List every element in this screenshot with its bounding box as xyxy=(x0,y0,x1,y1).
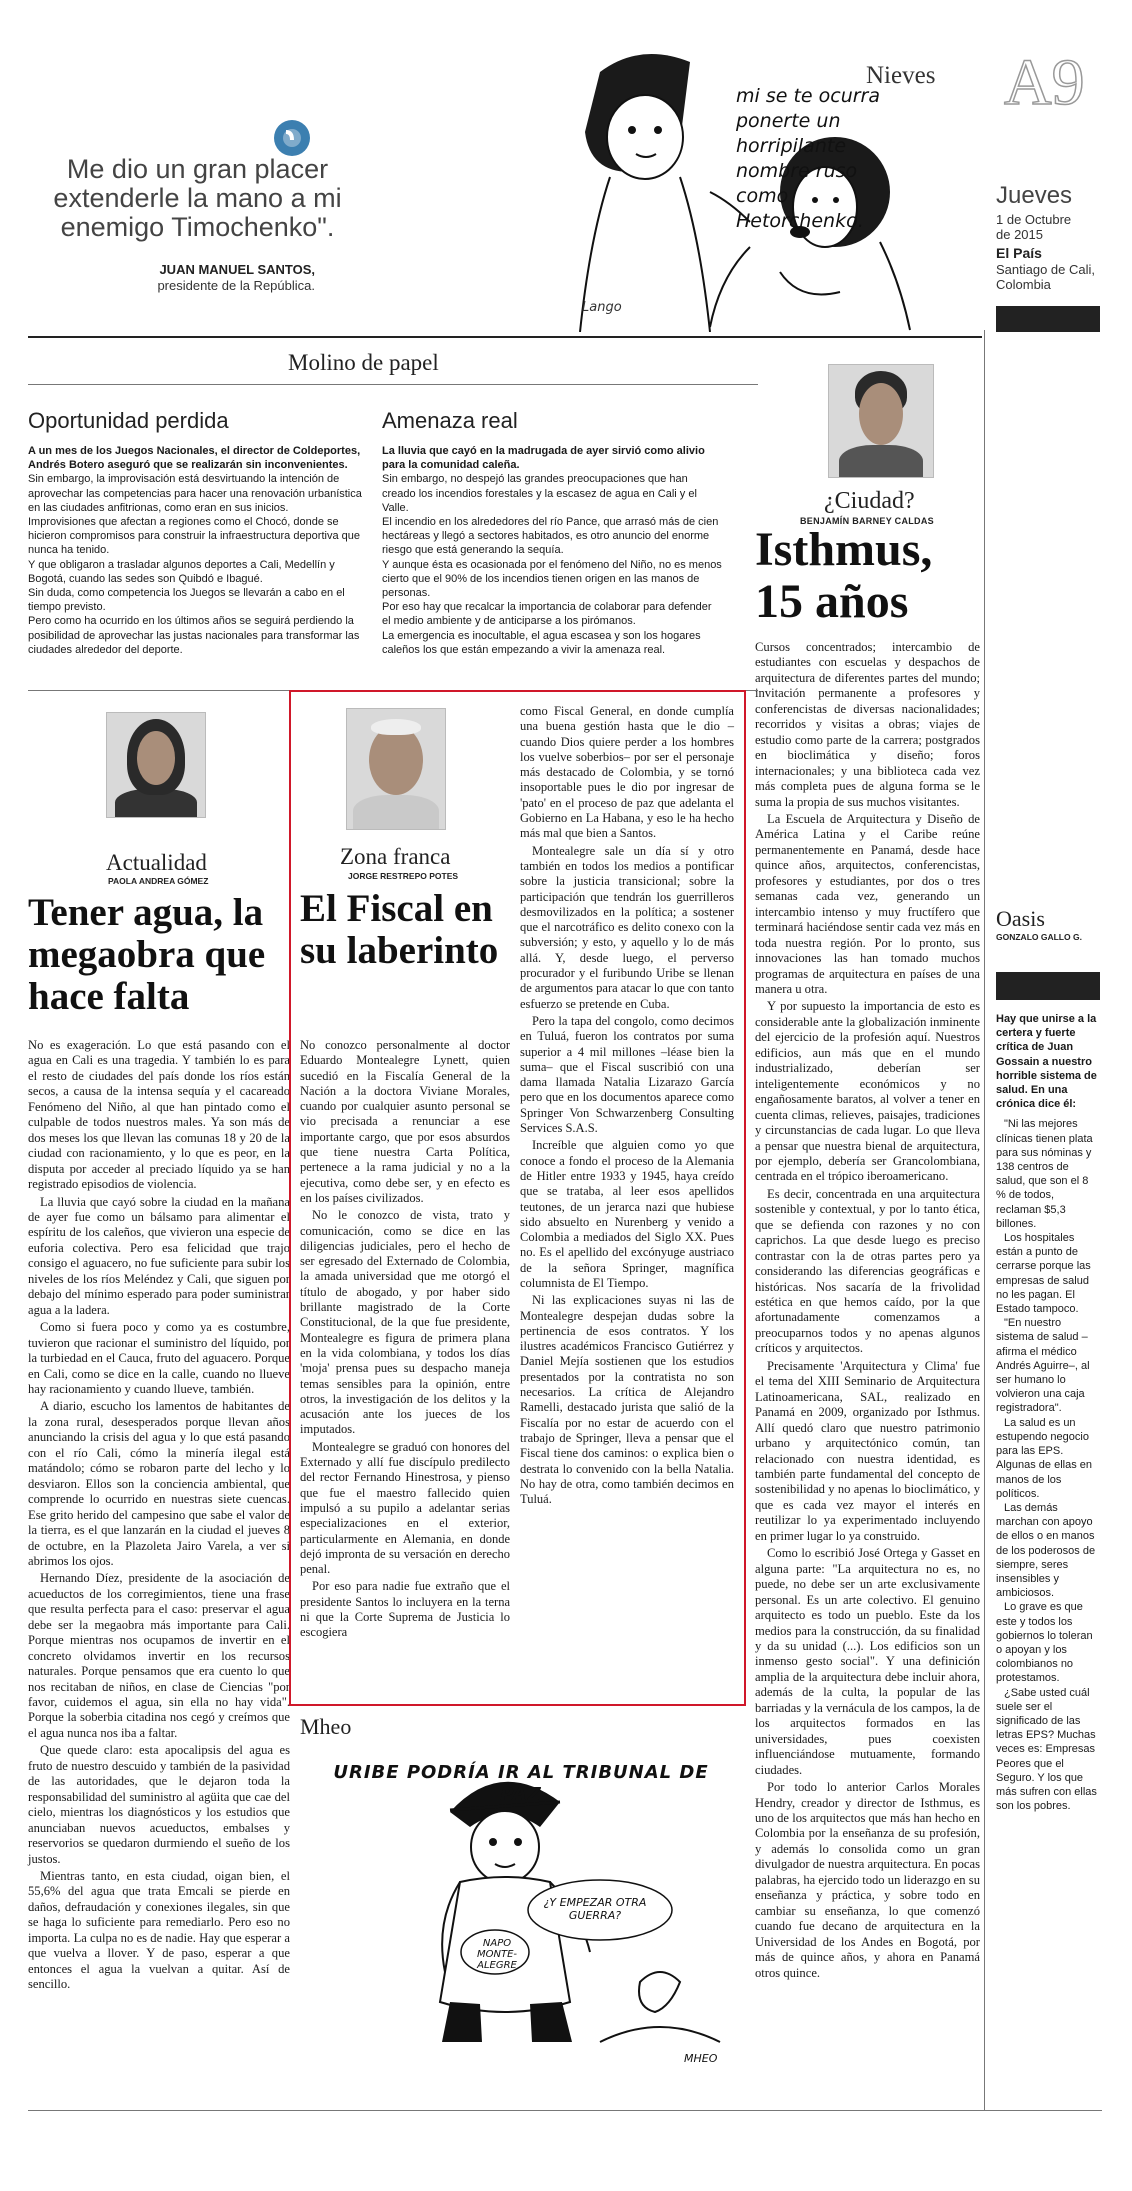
ciudad-p6: Por todo lo anterior Carlos Morales Hendry, creador y director de Isthmus, es uno de los arquitectos que más han hecho en Colombia por la enseñanza de su profesión, y además lo consolida como un gran divulgador de nuestra arquitectura. En pocas palabras, ha ejercido todo un liderazgo en su enseñanza y práctica, y sobre todo en cambiar su enseñanza, lo que comenzó cuando fue decano de arquitectura en la Universidad de los Andes en Bogotá, por más de quince años, y ahora en Panamá otros quince. xyxy=(755,1780,980,1980)
actualidad-column-name: Actualidad xyxy=(106,850,207,875)
molino-left-p1: Improvisiones que afectan a regiones como el Chocó, donde se hicieron compromisos para construir la infraestructura deportiva que nunca ha tenido. xyxy=(28,516,360,557)
zona-col1-p3: Por eso para nadie fue extraño que el presidente Santos lo incluyera en la terna ni que la Corte Suprema de Justicia lo escogiera xyxy=(300,1579,510,1640)
actualidad-p6: Mientras tanto, en esta ciudad, oigan bien, el 55,6% del agua que trata Emcali se pierde en daños, defraudación y conexiones ilegales, sin que se haga lo suficiente para remediarlo. Pero eso no importa. La culpa no es de nadie. Hay que esperar a que vuelva a llover. Y de paso, esperar a que entonces el agua la vuelvan a quitar. Así de sencillo. xyxy=(28,1869,290,1992)
molino-left-p2: Y que obligaron a trasladar algunos deportes a Cali, Medellín y Bogotá, cuando las sedes son Quibdó e Ibagué. xyxy=(28,558,335,585)
oasis-p0: "Ni las mejores clínicas tienen plata para sus nóminas y 138 centros de salud, que son el 8 % de todos, reclaman $5,3 billones. xyxy=(996,1118,1093,1230)
oasis-black-bar xyxy=(996,972,1100,1000)
col-divider-1 xyxy=(984,330,985,2110)
mheo-signature: MHEO xyxy=(684,2052,718,2065)
actualidad-p3: A diario, escucho los lamentos de habitantes de la zona rural, desesperados porque llevan años anunciando la crisis del agua y lo que está pasando con el río Cali, cómo la minería ilegal está matándolo; cómo se robaron parte del lecho y lo desviaron. Ellos son la conciencia ambiental, que comprende lo ocurrido en nuestras siete cuencas. Ese grito herido del campesino que sabe el valor de la tierra, es el que lanzarán en la ciudad el jueves 8 de octubre, en la Plazoleta Jairo Varela, a ver si abrimos los ojos. xyxy=(28,1399,290,1568)
place-label: Santiago de Cali, Colombia xyxy=(996,262,1096,292)
mheo-column-name: Mheo xyxy=(300,1714,352,1739)
oasis-column-name: Oasis xyxy=(996,906,1045,931)
actualidad-p0: No es exageración. Lo que está pasando con el agua en Cali es una tragedia. Y también lo es para el resto de ciudades del país donde los ríos están secos, a causa de la intensa sequía y el cacareado Fenómeno del Niño, al que han pintado como el culpable de todos nuestros males. Ya son más de dos meses los que llevan las comunas 18 y 20 de la ciudad con racionamiento, y lo que es peor, en la disputa por acceder al preciado líquido ya se han registrado episodios de violencia. xyxy=(28,1038,290,1192)
ciudad-p2: Y por supuesto la importancia de esto es considerable ante la globalización inminente del ejercicio de la profesión aquí. Nuestros edificios, aun más que en el mundo industrializado, deberían ser inteligentemente económicos y no engañosamente baratos, al volver a tener en cuenta climas, relieves, paisajes, tradiciones y circunstancias de cada lugar. Lo que lleva a pensar que nuestra bienal de arquitectura, por ejemplo, debería ser Grancolombiana, centrada en el trópico iberoamericano. xyxy=(755,999,980,1184)
actualidad-title: Tener agua, la megaobra que hace falta xyxy=(28,891,266,1018)
molino-right-lead: La lluvia que cayó en la madrugada de ayer sirvió como alivio para la comunidad caleña. xyxy=(382,445,705,472)
quote-role: presidente de la República. xyxy=(157,278,315,293)
ciudad-title-2: 15 años xyxy=(755,575,909,628)
zona-author: JORGE RESTREPO POTES xyxy=(348,871,459,881)
actualidad-p2: Como si fuera poco y como ya es costumbre, tuvieron que racionar el suministro del líquido, por la turbiedad en el Cauca, fruto del aguacero. Porque en Cali, como se dice en la calle, cuando no llueve hay racionamiento y cuando llueve, también. xyxy=(28,1320,290,1396)
molino-header: Molino de papel xyxy=(288,350,439,375)
date-label: 1 de Octubre de 2015 xyxy=(996,212,1072,242)
top-divider xyxy=(28,336,982,338)
ciudad-p5: Como lo escribió José Ortega y Gasset en alguna parte: "La arquitectura no es, no puede, no debe ser un arte exclusivamente personal. Es un arte colectivo. El genuino arquitecto es todo un pueblo. Este da los medios para la construcción, da su finalidad y da su unidad (...). Los edificios son un inmenso gesto social". Y una definición amplia de la arquitectura debe incluir ahora, además de la culta, la popular de las barriadas y la vernácula de los campos, la de los arquitectos formados en las universidades, pues coexisten influenciándose mutuamente, formando ciudades. xyxy=(755,1546,980,1777)
molino-left-p4: Pero como ha ocurrido en los últimos años se seguirá perdiendo la posibilidad de aprovechar las justas nacionales para transformar las ciudades alrededor del deporte. xyxy=(28,615,360,656)
ciudad-p3: Es decir, concentrada en una arquitectura sostenible y contextual, y por lo tanto ética, que se defienda con razones y no con caprichos. La que desde luego es preciso contrastar con la de otras partes pero ya considerando las diferencias geográficas e históricas. Nos sacaría de la frivolidad estética en que hemos caído, por la que afortunadamente comenzamos a preocuparnos todos y no apenas algunos críticos y arquitectos. xyxy=(755,1186,980,1356)
bottom-divider xyxy=(28,2110,1102,2111)
molino-left-body xyxy=(28,444,368,657)
actualidad-p5: Que quede claro: esta apocalipsis del agua es fruto de nuestro descuido y también de la pasividad de las autoridades, que le dejaron toda la responsabilidad del suministro al agüita que cae del cielo, mientras los diagnósticos y los estudios que anunciaban nuevos acueductos, embalses y reservorios se quedaron durmiendo el sueño de los justos. xyxy=(28,1743,290,1866)
actualidad-p1: La lluvia que cayó sobre la ciudad en la mañana de ayer fue como un bálsamo para alimentar el espíritu de los caleños, que vivieron una especie de euforia colectiva. Pero esa felicidad que trajo consigo el aguacero, no fue suficiente para subir los niveles de los ríos Meléndez y Cali, que siguen por debajo del mínimo esperado para poder suministrar agua a la ladera. xyxy=(28,1194,290,1317)
molino-right-p2: Y aunque ésta es ocasionada por el fenómeno del Niño, no es menos cierto que el 90% de los incendios tienen origen en las manos de personas. xyxy=(382,558,722,600)
zona-col1-body xyxy=(300,1038,510,1643)
molino-right-p1: El incendio en los alrededores del río Pance, que arrasó más de cien hectáreas y llegó a sectores habitados, es otro anuncio del enorme riesgo que está generando la sequía. xyxy=(382,516,719,557)
zona-col1-p2: Montealegre se graduó con honores del Externado y allí fue discípulo predilecto del rector Fernando Hinestrosa, y pienso que fue el maestro fallecido quien impulsó a su pupilo a adelantar serias especializaciones en el exterior, particularmente en Alemania, en donde dejó impronta de su versación en derecho penal. xyxy=(300,1439,510,1577)
ciudad-author: BENJAMÍN BARNEY CALDAS xyxy=(800,516,934,526)
quote-author: JUAN MANUEL SANTOS, xyxy=(159,262,315,277)
molino-right-title: Amenaza real xyxy=(382,408,518,433)
zona-col1-p0: No conozco personalmente al doctor Eduardo Montealegre Lynett, quien sucedió en la Fiscalía General de la Nación a la doctora Viviane Morales, cuando por cualquier asunto personal se vio precisada a renunciar a ese importante cargo, que por esos absurdos que tiene nuestra Carta Política, pertenece a la rama judicial y no a la ejecutiva, como debe ser, y en efecto es en los países civilizados. xyxy=(300,1038,510,1205)
section-name: Nieves xyxy=(866,62,936,89)
ciudad-column-name: ¿Ciudad? xyxy=(824,488,915,514)
masthead-black-bar xyxy=(996,306,1100,332)
zona-col2-p2: Pero la tapa del congolo, como decimos en Tuluá, fueron los contratos por suma superior a 4 mil millones –léase bien la suma– que el Fiscal suscribió con una dama llamada Natalia Lizarazo García pero que en los documentos aparece como Springer Von Schwarzenberg Consulting Services S.A.S. xyxy=(520,1013,734,1136)
mheo-hat-label: NAPO MONTE-ALEGRE xyxy=(476,1938,517,1971)
molino-left-p3: Sin duda, como competencia los Juegos se llevarán a cabo en el tiempo previsto. xyxy=(28,587,345,614)
restrepo-portrait xyxy=(346,708,446,830)
oasis-p6: ¿Sabe usted cuál suele ser el significado de las letras EPS? Muchas veces es: Empresas Peores que el Seguro. Y los que más sufren con ellas son los pobres. xyxy=(996,1686,1097,1813)
molino-underline xyxy=(28,384,758,385)
quote-text: Me dio un gran placer extenderle la mano a mi enemigo Timochenko". xyxy=(53,154,342,242)
paper-name: El País xyxy=(996,245,1042,261)
ciudad-p1: La Escuela de Arquitectura y Diseño de América Latina y el Caribe reúne permanentemente en Panamá, desde hace quince años, arquitectos, conferencistas, profesores y estudiantes, por dos o tres semanas cada vez, generando un intercambio intenso y muy fructífero que terminará haciéndose sentir cada vez más en toda nuestra región. Por lo pronto, sus innovaciones las han tomado muchos programas de arquitectura en países de una manera u otra. xyxy=(755,811,980,996)
zona-col2-p1: Montealegre sale un día sí y otro también en todos los medios a pontificar sobre la justicia transicional; sobre la participación que tendrán los guerrilleros desmovilizados en la política; a sostener que el narcotráfico es delito conexo con la subversión; y esto, y aquello y lo de más allá. Y, desde luego, el perverso procurador y el furibundo Uribe se llenan de argumentos para atacar lo que con tanto esfuerzo se pretende en Cuba. xyxy=(520,843,734,1011)
gomez-portrait xyxy=(106,712,206,818)
day-label: Jueves xyxy=(996,182,1073,209)
zona-col1-p1: No le conozco de vista, trato y comunicación, como se dice en las diligencias judiciales, pero el hecho de ser egresado del Externado de Colombia, la amada universidad que me otorgó el título de abogado, y por haber sido brillante magistrado de la Corte Constitucional, de la que fue presidente, Montealegre es figura de primera plana en la vida colombiana, y todos los días 'moja' prensa pues su despacho maneja temas sensibles para la opinión, entre otros, la investigación de los delitos y la acusación ante los jueces de los imputados. xyxy=(300,1208,510,1437)
molino-right-p0: Sin embargo, no despejó las grandes preocupaciones que han creado los incendios forestales y la escasez de agua en Cali y el Valle. xyxy=(382,473,697,514)
cartoon-signature: Lango xyxy=(582,300,622,315)
oasis-author: GONZALO GALLO G. xyxy=(996,932,1082,942)
oasis-p2: "En nuestro sistema de salud –afirma el médico Andrés Aguirre–, al ser humano lo volvieron una caja registradora". xyxy=(996,1317,1090,1415)
molino-right-p3: Por eso hay que recalcar la importancia de colaborar para defender el medio ambiente y de anticiparse a los pirómanos. xyxy=(382,601,712,628)
zona-col2-p0: como Fiscal General, en donde cumplía una buena gestión hasta que le dio –cuando Dios quiere perder a los hombres los vuelve soberbios– por ser el personaje más destacado de Colombia, y se tornó insoportable pues le dio por ingresar de 'pato' en el proceso de paz que adelanta el Gobierno en La Habana, y eso le ha hecho más mal que bien a Santos. xyxy=(520,704,734,841)
molino-left-p0: Sin embargo, la improvisación está desvirtuando la intención de aprovechar las competencias para hacer una renovación urbanística en las ciudades anfitrionas, como eran en sus inicios. xyxy=(28,473,362,514)
ciudad-body xyxy=(755,640,980,1983)
mheo-speech: ¿Y EMPEZAR OTRA GUERRA? xyxy=(543,1896,647,1922)
molino-left-title: Oportunidad perdida xyxy=(28,408,229,433)
oasis-p1: Los hospitales están a punto de cerrarse porque las empresas de salud no les pagan. El Estado tampoco. xyxy=(996,1232,1091,1316)
molino-right-body xyxy=(382,444,722,657)
actualidad-author: PAOLA ANDREA GÓMEZ xyxy=(108,876,209,886)
ciudad-p4: Precisamente 'Arquitectura y Clima' fue el tema del XIII Seminario de Arquitectura Latinoamericana, SAL, realizado en Panamá en 2009, organizado por Isthmus. Allí quedó claro que nuestro patrimonio urbano y arquitectónico común, tan relacionado con nuestra identidad, es también parte fundamental del concepto de sostenibilidad y no apenas lo bioclimático, y que es cada vez mayor el interés en reutilizar lo ya experimentado incluyendo en primer lugar lo ya construido. xyxy=(755,1358,980,1543)
cartoon-speech: mi se te ocurra ponerte un horripilante nombre ruso como Hetorchenko. xyxy=(736,85,881,232)
molino-right-p4: La emergencia es inocultable, el agua escasea y son los hogares caleños los que están empezando a vivir la amenaza real. xyxy=(382,629,701,656)
zona-title: El Fiscal en su laberinto xyxy=(300,887,499,972)
molino-left-lead: A un mes de los Juegos Nacionales, el director de Coldeportes, Andrés Botero aseguró que se realizarán sin inconvenientes. xyxy=(28,445,361,472)
oasis-lead: Hay que unirse a la certera y fuerte crítica de Juan Gossain a nuestro horrible sistema de salud. En una crónica dice él: xyxy=(996,1013,1097,1111)
oasis-p3: La salud es un estupendo negocio para las EPS. Algunas de ellas en manos de los políticos. xyxy=(996,1416,1093,1500)
ciudad-p0: Cursos concentrados; intercambio de estudiantes con escuelas y despachos de arquitectura de diferentes partes del mundo; invitación permanente a profesores y conferencistas de diversas nacionalidades; recorridos y visitas a obras; viajes de estudio como parte de la carrera; postgrados en bioclimática y diseño; foros internacionales; y una biblioteca cada vez más completa pues de alguna forma se le suma la propia de sus muchos visitantes. xyxy=(755,640,980,809)
zona-column-name: Zona franca xyxy=(340,844,451,869)
barney-portrait xyxy=(828,364,934,478)
oasis-body xyxy=(996,1012,1100,1813)
zona-col2-p3: Increíble que alguien como yo que conoce a fondo el proceso de la Alemania de Hitler entre 1933 y 1945, haya creído que se trataba, al leer esos apellidos teutones, de un jerarca nazi que hubiese sido absuelto en Nurenberg y venido a Colombia a mediados del Siglo XX. Pues no. Es el apellido del excónyuge austriaco de la señora Springer, magnífica columnista de El Tiempo. xyxy=(520,1138,734,1290)
zona-col2-body xyxy=(520,704,734,1509)
ciudad-title-1: Isthmus, xyxy=(755,523,933,576)
page-number: A9 xyxy=(1004,46,1085,119)
quote-icon xyxy=(272,118,312,158)
actualidad-body xyxy=(28,1038,290,1995)
actualidad-p4: Hernando Díez, presidente de la asociación de acueductos de los corregimientos, tiene una frase que resulta perfecta para el caso: preservar el agua debe ser la megaobra más importante para Cali. Porque mientras nos ocupamos de invertir en el concreto olvidamos invertir en los recursos naturales. Porque pensamos que era cuento lo que nos recitaban de niños, en clase de Ciencias "por favor, cuidemos el agua, sin ella no hay vida". Porque la soberbia citadina nos cegó y creímos que el agua nunca nos iba a faltar. xyxy=(28,1571,290,1740)
oasis-p4: Las demás marchan con apoyo de ellos o en manos de los poderosos de siempre, seres insensibles y ambiciosos. xyxy=(996,1501,1096,1600)
mheo-headline: URIBE PODRÍA IR AL TRIBUNAL DE PAZ xyxy=(333,1762,709,1805)
oasis-p5: Lo grave es que este y todos los gobiernos lo toleran o apoyan y los colombianos no protestamos. xyxy=(996,1601,1093,1685)
zona-col2-p4: Ni las explicaciones suyas ni las de Montealegre despejan dudas sobre la pertinencia de esos contratos. Y los ilustres académicos Francisco Gutiérrez y Daniel Mejía sostienen que los estudios presentados por la contratista no son necesarios. La crítica de Alejandro Ramelli, destacado jurista que salió de la Fiscalía por no estar de acuerdo con el trabajo de Springer, lleva a pensar que el Fiscal tiene dos caminos: o explica bien o destrata lo convenido con la bella Natalia. No hay de otra, como también decimos en Tuluá. xyxy=(520,1293,734,1507)
